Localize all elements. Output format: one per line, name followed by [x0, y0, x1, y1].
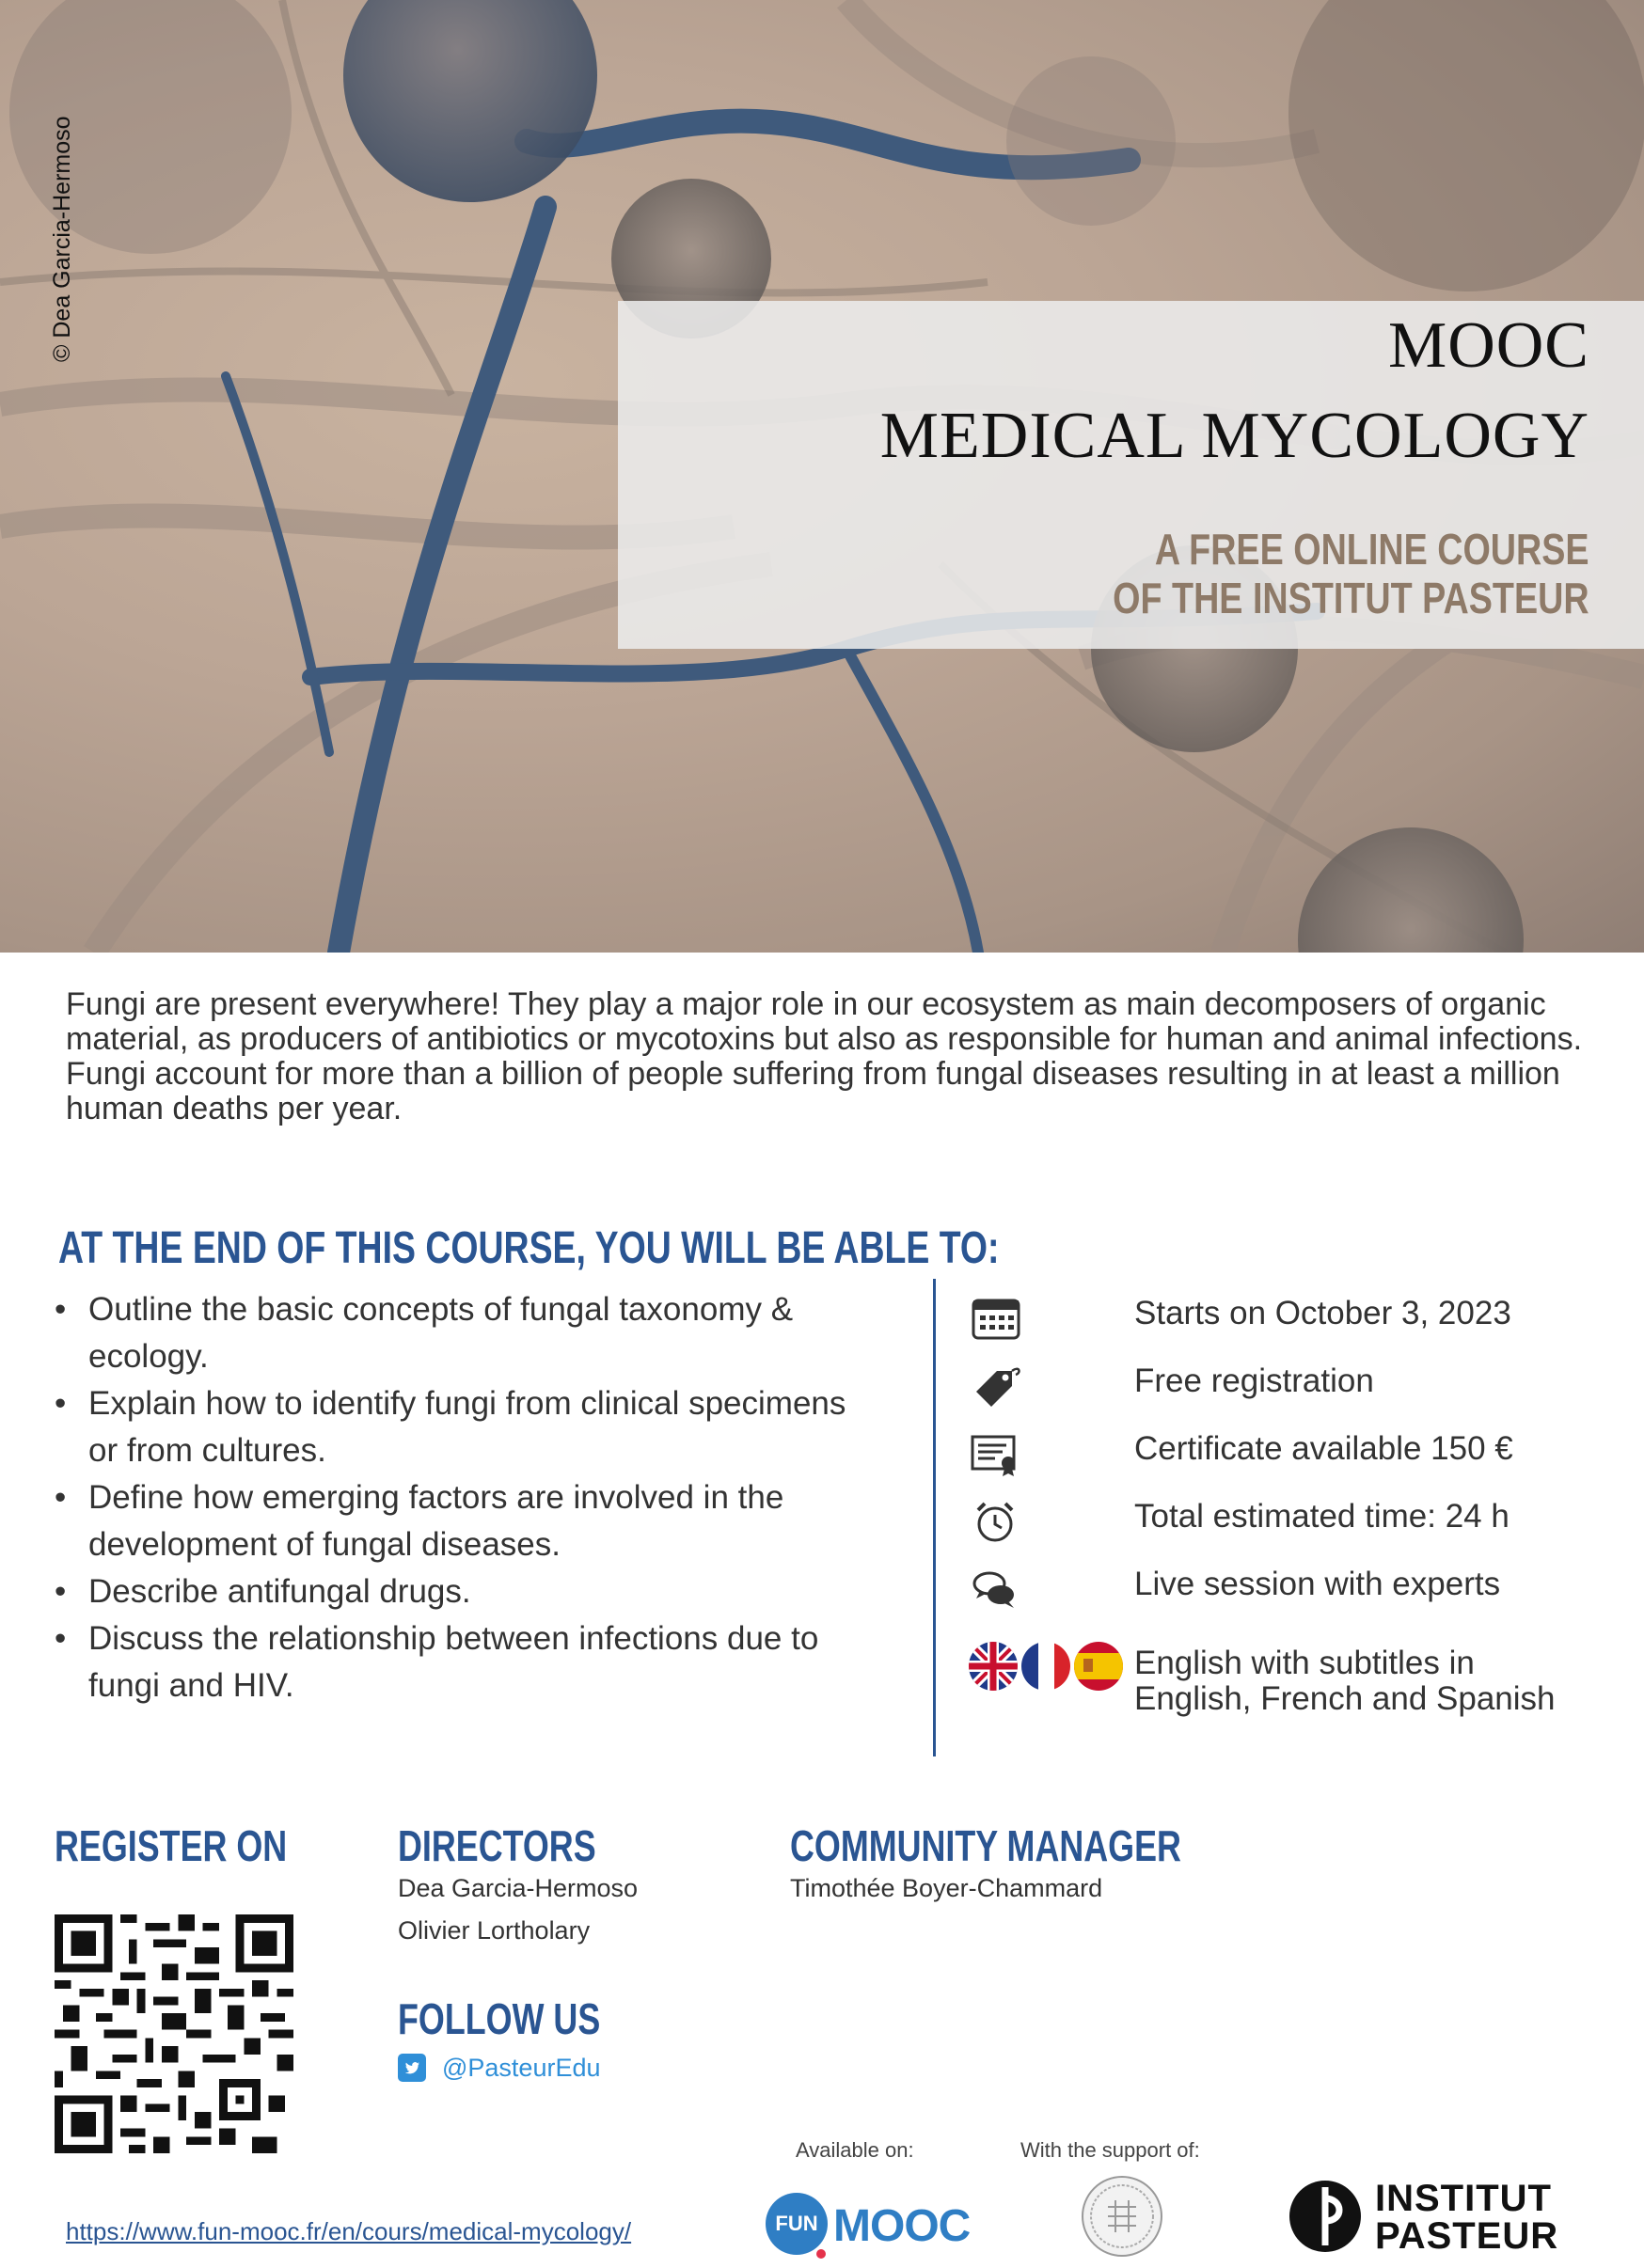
qr-code[interactable] [55, 1914, 293, 2153]
follow-heading: FOLLOW US [398, 1994, 601, 2043]
bullet: • [55, 1479, 67, 1516]
info-registration: Free registration [969, 1363, 1025, 1410]
subtitle-line1: A FREE ONLINE COURSE [1155, 525, 1589, 574]
objectives-list [55, 1286, 873, 1709]
community-manager-name: Timothée Boyer-Chammard [790, 1874, 1103, 1902]
fun-logo-circle: FUN [766, 2193, 828, 2255]
info-live-session: Live session with experts [969, 1567, 1025, 1614]
spain-flag-icon [1074, 1640, 1127, 1693]
info-start-date: Starts on October 3, 2023 [969, 1296, 1025, 1343]
pasteur-logo-text: INSTITUT PASTEUR [1375, 2178, 1559, 2257]
director-name: Olivier Lortholary [398, 1916, 591, 1945]
directors-heading: DIRECTORS [398, 1821, 596, 1870]
community-heading: COMMUNITY MANAGER [790, 1821, 1181, 1870]
chat-icon [969, 1567, 1025, 1614]
pasteur-emblem-icon [1288, 2180, 1362, 2253]
title-course-name: MEDICAL MYCOLOGY [879, 400, 1589, 472]
fun-logo-dot [816, 2249, 826, 2259]
title-mooc: MOOC [1387, 309, 1589, 382]
list-item: • Discuss the relationship between infections due to fungi and HIV. [55, 1615, 873, 1709]
bullet: • [55, 1620, 67, 1657]
institut-pasteur-logo[interactable] [1288, 2176, 1580, 2260]
list-item: • Describe antifungal drugs. [55, 1568, 873, 1615]
title-panel [618, 301, 1644, 649]
list-item: • Define how emerging factors are involved in the development of fungal diseases. [55, 1474, 873, 1568]
course-url-link[interactable]: https://www.fun-mooc.fr/en/cours/medical-mycology/ [66, 2217, 632, 2245]
subtitle [1114, 525, 1589, 622]
register-heading: REGISTER ON [55, 1821, 288, 1870]
flags-icon [967, 1640, 1127, 1693]
bullet: • [55, 1573, 67, 1610]
alarm-clock-icon [969, 1499, 1025, 1546]
fun-mooc-logo[interactable] [766, 2193, 972, 2260]
twitter-icon[interactable] [398, 2054, 426, 2082]
france-flag-icon [1021, 1640, 1071, 1693]
support-seal-logo [1080, 2174, 1164, 2259]
price-tag-icon [969, 1363, 1025, 1410]
support-label: With the support of: [1020, 2138, 1200, 2162]
info-certificate: Certificate available 150 € [969, 1431, 1025, 1478]
subtitle-line2: OF THE INSTITUT PASTEUR [1113, 574, 1589, 622]
info-languages: English with subtitles in English, French and Spanish [969, 1640, 1127, 1713]
director-name: Dea Garcia-Hermoso [398, 1874, 639, 1902]
objectives-heading: AT THE END OF THIS COURSE, YOU WILL BE ABLE TO: [58, 1223, 1000, 1273]
list-item: • Explain how to identify fungi from clinical specimens or from cultures. [55, 1380, 873, 1474]
certificate-icon [969, 1431, 1025, 1478]
mooc-logo-text: MOOC [833, 2201, 971, 2251]
calendar-icon [969, 1296, 1025, 1343]
list-item: • Outline the basic concepts of fungal taxonomy & ecology. [55, 1286, 873, 1380]
divider [933, 1279, 936, 1756]
bullet: • [55, 1385, 67, 1422]
info-duration: Total estimated time: 24 h [969, 1499, 1025, 1546]
bullet: • [55, 1291, 67, 1328]
available-on-label: Available on: [796, 2138, 914, 2162]
uk-flag-icon [967, 1640, 1020, 1693]
intro-paragraph: Fungi are present everywhere! They play a major role in our ecosystem as main decomposers of organic material, as producers of antibiotics or mycotoxins but also as responsible for human and animal infections. Fungi account for more than a billion of people suffering from fungal diseases resulting in at least a million human deaths per year. [66, 986, 1583, 1126]
photo-credit: © Dea Garcia-Hermoso [49, 116, 75, 362]
twitter-handle[interactable]: @PasteurEdu [442, 2054, 601, 2082]
